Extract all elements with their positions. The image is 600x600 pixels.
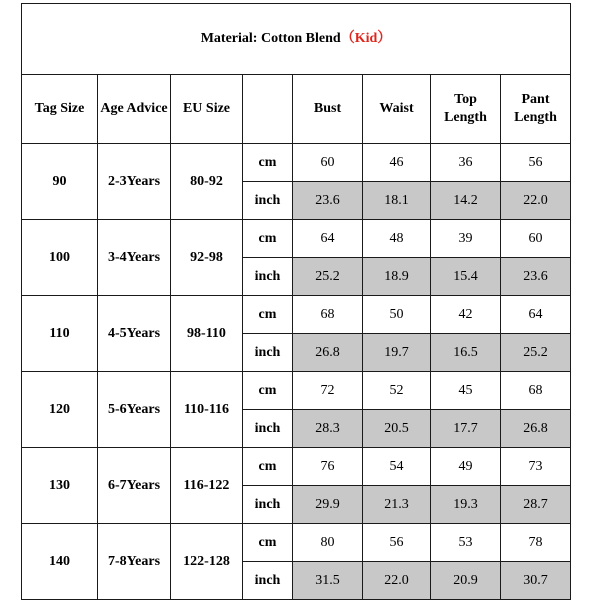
header-top-length-line1: Top	[454, 92, 477, 107]
bust-cm-cell: 76	[293, 448, 363, 486]
waist-inch-cell: 19.7	[363, 334, 431, 372]
header-top-length-line2: Length	[444, 110, 487, 125]
top-cm-cell: 45	[431, 372, 501, 410]
pant-inch-cell: 26.8	[501, 410, 571, 448]
eu-size-cell: 110-116	[171, 372, 243, 448]
bust-cm-cell: 80	[293, 524, 363, 562]
eu-size-cell: 92-98	[171, 220, 243, 296]
eu-size-cell: 122-128	[171, 524, 243, 600]
size-chart-table	[21, 3, 571, 600]
size-row-cm	[22, 448, 571, 486]
tag-size-cell: 130	[22, 448, 98, 524]
eu-size-cell: 116-122	[171, 448, 243, 524]
unit-cm-cell: cm	[243, 448, 293, 486]
pant-inch-cell: 23.6	[501, 258, 571, 296]
pant-cm-cell: 68	[501, 372, 571, 410]
bust-inch-cell: 28.3	[293, 410, 363, 448]
unit-cm-cell: cm	[243, 296, 293, 334]
top-cm-cell: 39	[431, 220, 501, 258]
unit-inch-cell: inch	[243, 182, 293, 220]
bust-inch-cell: 29.9	[293, 486, 363, 524]
title-row	[22, 4, 571, 75]
bust-cm-cell: 60	[293, 144, 363, 182]
bust-cm-cell: 68	[293, 296, 363, 334]
waist-inch-cell: 21.3	[363, 486, 431, 524]
bust-inch-cell: 31.5	[293, 562, 363, 600]
header-pant-length-line2: Length	[514, 110, 557, 125]
size-row-cm	[22, 144, 571, 182]
tag-size-cell: 110	[22, 296, 98, 372]
unit-inch-cell: inch	[243, 258, 293, 296]
bust-inch-cell: 25.2	[293, 258, 363, 296]
pant-inch-cell: 28.7	[501, 486, 571, 524]
chart-title	[22, 4, 571, 75]
top-cm-cell: 42	[431, 296, 501, 334]
tag-size-cell: 100	[22, 220, 98, 296]
header-row	[22, 75, 571, 144]
top-inch-cell: 17.7	[431, 410, 501, 448]
bust-cm-cell: 72	[293, 372, 363, 410]
tag-size-cell: 140	[22, 524, 98, 600]
header-age-advice: Age Advice	[98, 75, 171, 144]
pant-cm-cell: 78	[501, 524, 571, 562]
header-eu-size: EU Size	[171, 75, 243, 144]
unit-inch-cell: inch	[243, 562, 293, 600]
eu-size-cell: 80-92	[171, 144, 243, 220]
header-waist: Waist	[363, 75, 431, 144]
header-tag-size: Tag Size	[22, 75, 98, 144]
unit-inch-cell: inch	[243, 334, 293, 372]
age-advice-cell: 3-4Years	[98, 220, 171, 296]
size-row-cm	[22, 524, 571, 562]
age-advice-cell: 6-7Years	[98, 448, 171, 524]
age-advice-cell: 2-3Years	[98, 144, 171, 220]
top-cm-cell: 49	[431, 448, 501, 486]
tag-size-cell: 90	[22, 144, 98, 220]
size-row-cm	[22, 372, 571, 410]
waist-cm-cell: 48	[363, 220, 431, 258]
waist-inch-cell: 18.1	[363, 182, 431, 220]
unit-inch-cell: inch	[243, 410, 293, 448]
pant-inch-cell: 30.7	[501, 562, 571, 600]
top-inch-cell: 14.2	[431, 182, 501, 220]
pant-cm-cell: 64	[501, 296, 571, 334]
pant-cm-cell: 60	[501, 220, 571, 258]
top-inch-cell: 16.5	[431, 334, 501, 372]
bust-inch-cell: 26.8	[293, 334, 363, 372]
waist-cm-cell: 50	[363, 296, 431, 334]
age-advice-cell: 7-8Years	[98, 524, 171, 600]
size-row-cm	[22, 296, 571, 334]
title-kid: Kid	[354, 31, 378, 46]
bust-cm-cell: 64	[293, 220, 363, 258]
top-inch-cell: 15.4	[431, 258, 501, 296]
unit-cm-cell: cm	[243, 372, 293, 410]
header-top-length	[431, 75, 501, 144]
tag-size-cell: 120	[22, 372, 98, 448]
unit-cm-cell: cm	[243, 524, 293, 562]
bust-inch-cell: 23.6	[293, 182, 363, 220]
pant-inch-cell: 22.0	[501, 182, 571, 220]
header-unit	[243, 75, 293, 144]
size-row-cm	[22, 220, 571, 258]
header-pant-length	[501, 75, 571, 144]
top-cm-cell: 36	[431, 144, 501, 182]
waist-inch-cell: 18.9	[363, 258, 431, 296]
unit-cm-cell: cm	[243, 144, 293, 182]
eu-size-cell: 98-110	[171, 296, 243, 372]
title-prefix: Material: Cotton Blend	[200, 31, 341, 46]
waist-cm-cell: 46	[363, 144, 431, 182]
waist-cm-cell: 52	[363, 372, 431, 410]
waist-cm-cell: 56	[363, 524, 431, 562]
waist-inch-cell: 20.5	[363, 410, 431, 448]
age-advice-cell: 4-5Years	[98, 296, 171, 372]
age-advice-cell: 5-6Years	[98, 372, 171, 448]
top-inch-cell: 20.9	[431, 562, 501, 600]
top-cm-cell: 53	[431, 524, 501, 562]
title-open-paren: （	[340, 31, 355, 46]
unit-inch-cell: inch	[243, 486, 293, 524]
header-pant-length-line1: Pant	[521, 92, 550, 107]
waist-cm-cell: 54	[363, 448, 431, 486]
top-inch-cell: 19.3	[431, 486, 501, 524]
pant-cm-cell: 73	[501, 448, 571, 486]
title-close-paren: ）	[377, 31, 392, 46]
pant-cm-cell: 56	[501, 144, 571, 182]
waist-inch-cell: 22.0	[363, 562, 431, 600]
header-bust: Bust	[293, 75, 363, 144]
pant-inch-cell: 25.2	[501, 334, 571, 372]
unit-cm-cell: cm	[243, 220, 293, 258]
